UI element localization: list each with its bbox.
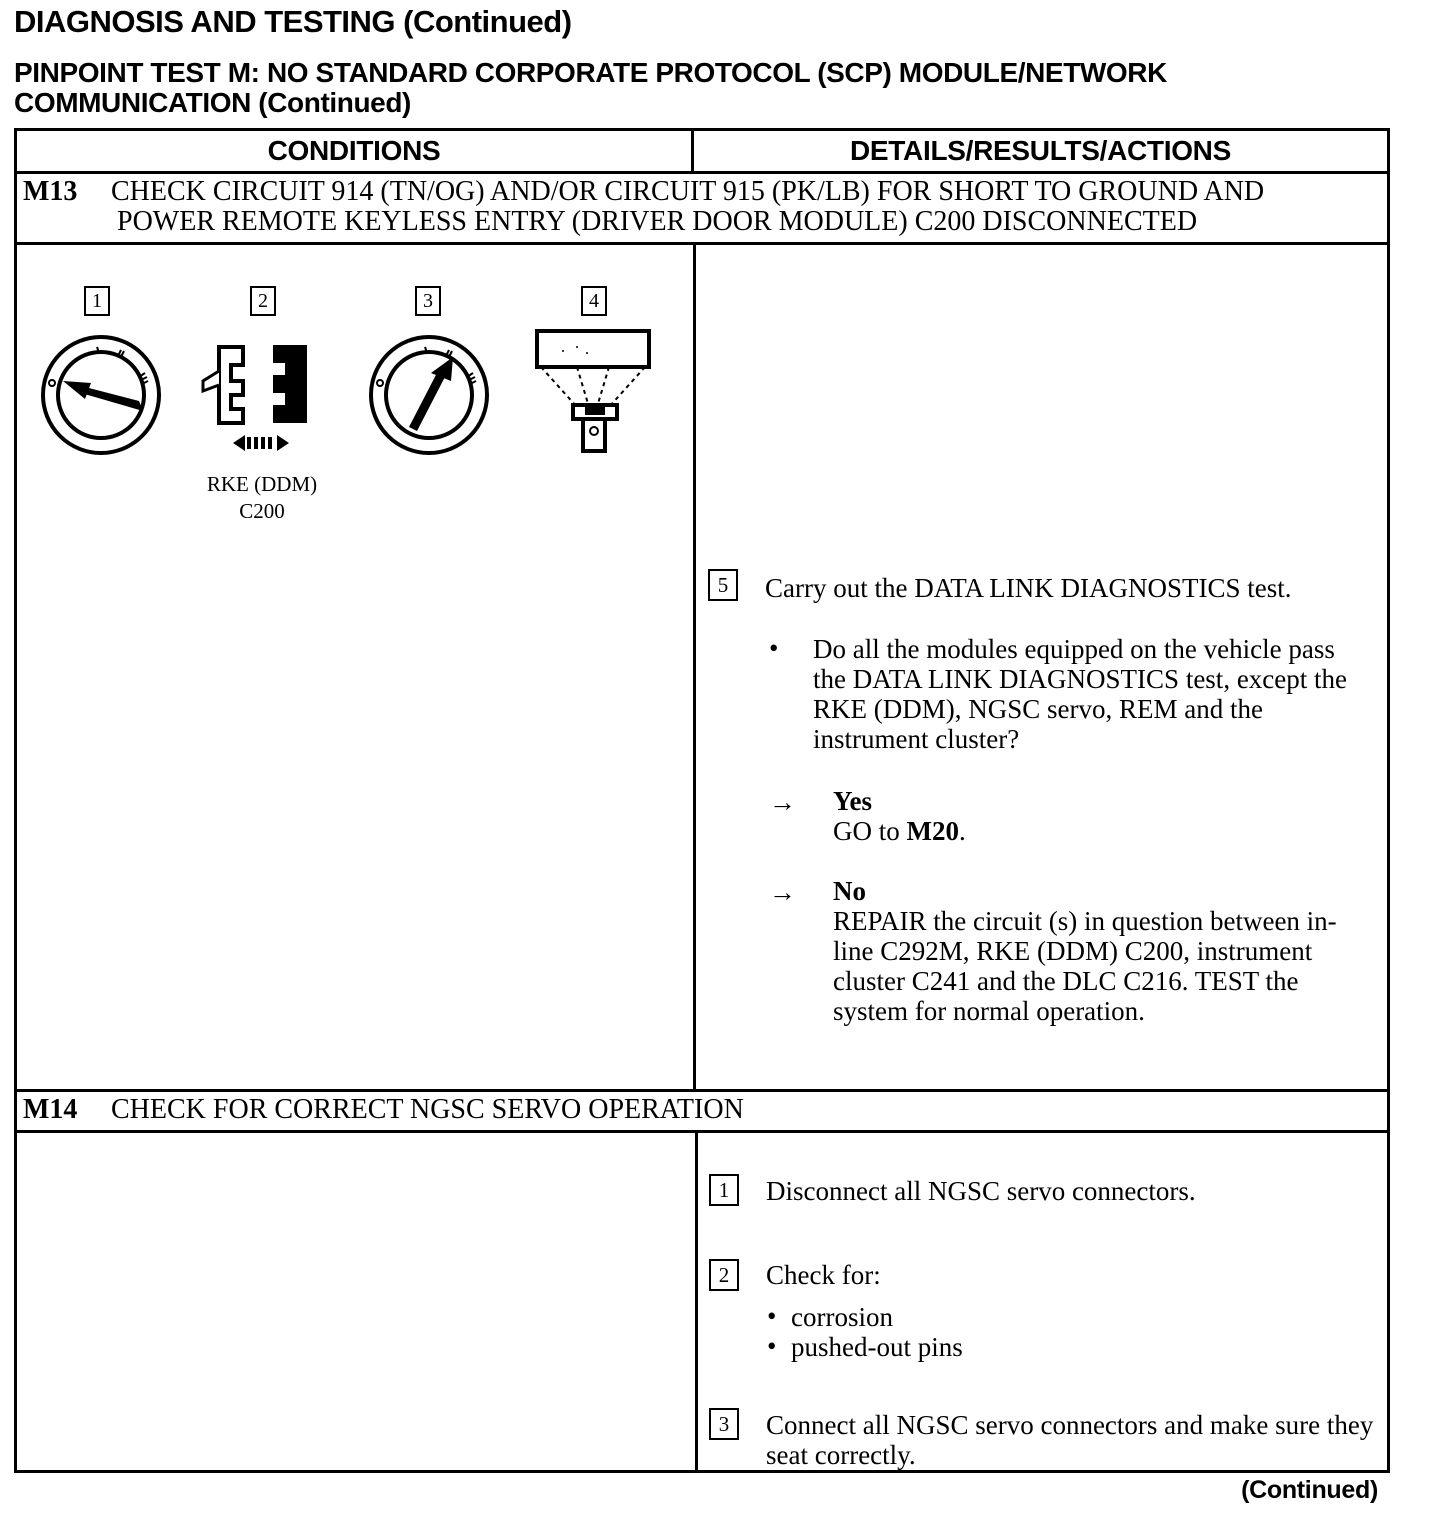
test-title: PINPOINT TEST M: NO STANDARD CORPORATE PROTOCOL (SCP) MODULE/NETWORK COMMUNICATION (Continued) — [14, 57, 1167, 118]
step-number-box: 1 — [709, 1174, 739, 1206]
step-m14-heading — [23, 1095, 744, 1125]
row-divider — [17, 242, 1387, 245]
scan-tool-icon — [533, 327, 653, 457]
connector-label: RKE (DDM) C200 — [206, 472, 318, 523]
result-no-label: No — [833, 876, 866, 906]
step-question: Do all the modules equipped on the vehicle pass the DATA LINK DIAGNOSTICS test, except the RKE (DDM), NGSC servo, REM and the instrument cluster? — [813, 634, 1348, 754]
pinpoint-table — [14, 128, 1390, 1473]
step-m13-heading — [23, 177, 1264, 237]
bullet-icon: • — [767, 1301, 777, 1331]
result-yes-action: GO to M20. — [833, 816, 966, 846]
row-divider — [17, 1130, 1387, 1133]
row-divider — [17, 1089, 1387, 1092]
figure-step-box: 4 — [581, 286, 607, 316]
figure-step-box: 1 — [84, 286, 110, 316]
step-instruction: Carry out the DATA LINK DIAGNOSTICS test. — [765, 573, 1292, 603]
page-title: DIAGNOSIS AND TESTING (Continued) — [14, 4, 572, 39]
step-instruction: Check for: — [766, 1260, 881, 1290]
continued-note: (Continued) — [1241, 1476, 1378, 1504]
result-yes-label: Yes — [833, 786, 872, 816]
step-title-line2: POWER REMOTE KEYLESS ENTRY (DRIVER DOOR MODULE) C200 DISCONNECTED — [117, 206, 1198, 237]
list-item: pushed-out pins — [791, 1332, 963, 1362]
ignition-run-icon — [367, 333, 491, 457]
step-number-box: 5 — [708, 569, 738, 601]
step-title-line1: CHECK CIRCUIT 914 (TN/OG) AND/OR CIRCUIT 915 (PK/LB) FOR SHORT TO GROUND AND — [111, 176, 1265, 207]
bullet-icon: • — [769, 633, 779, 663]
list-item: corrosion — [791, 1302, 893, 1332]
step-instruction: Disconnect all NGSC servo connectors. — [766, 1176, 1196, 1206]
column-divider — [695, 1130, 698, 1473]
row-divider — [17, 171, 1387, 174]
arrow-right-icon: → — [769, 877, 796, 907]
ignition-off-icon — [39, 333, 163, 457]
arrow-right-icon: → — [769, 787, 796, 817]
bullet-icon: • — [767, 1331, 777, 1361]
figure-step-box: 3 — [415, 286, 441, 316]
header-divider — [691, 131, 694, 171]
connector-disconnect-icon — [199, 331, 329, 451]
step-instruction: Connect all NGSC servo connectors and make sure they seat correctly. — [766, 1410, 1374, 1470]
step-code: M14 — [23, 1094, 78, 1125]
column-divider — [693, 242, 696, 1089]
result-no-action: REPAIR the circuit (s) in question between in-line C292M, RKE (DDM) C200, instrument cluster C241 and the DLC C216. TEST the system for normal operation. — [833, 906, 1337, 1026]
step-number-box: 2 — [709, 1259, 739, 1291]
step-number-box: 3 — [709, 1408, 739, 1440]
step-code: M13 — [23, 176, 78, 207]
col-header-details: DETAILS/RESULTS/ACTIONS — [850, 135, 1231, 166]
step-title: CHECK FOR CORRECT NGSC SERVO OPERATION — [111, 1094, 744, 1125]
figure-step-box: 2 — [250, 286, 276, 316]
col-header-conditions: CONDITIONS — [267, 135, 441, 166]
